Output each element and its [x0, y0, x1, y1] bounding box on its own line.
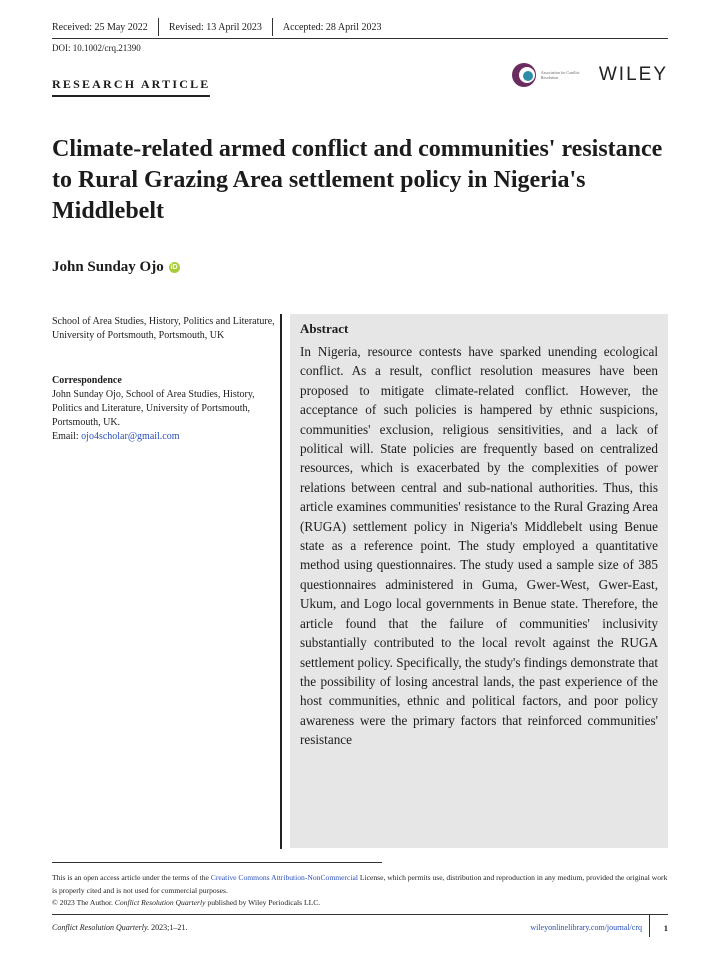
orcid-icon[interactable]: iD — [170, 264, 178, 271]
abstract-box — [290, 314, 668, 848]
email-label: Email: — [52, 431, 79, 442]
email-line — [52, 430, 277, 444]
citation-info: 2023;1–21. — [149, 923, 188, 932]
wiley-logo: WILEY — [598, 64, 668, 85]
footer-rule — [52, 914, 668, 915]
author-affiliation: School of Area Studies, History, Politics and Literature, University of Portsmouth, Portsmouth, UK — [52, 316, 275, 341]
correspondence-block — [52, 374, 277, 444]
association-logo-icon — [511, 62, 537, 88]
license-link[interactable]: Creative Commons Attribution-NonCommercial — [210, 873, 358, 882]
association-logo-text: Association for Conflict Resolution — [540, 70, 580, 80]
email-link[interactable]: ojo4scholar@gmail.com — [81, 431, 180, 442]
page-number: 1 — [663, 923, 668, 933]
footnote-rule — [52, 862, 382, 863]
abstract-heading: Abstract — [300, 321, 349, 336]
correspondence-address: John Sunday Ojo, School of Area Studies, History, Politics and Literature, University of Portsmouth, Portsmouth, UK. — [52, 389, 255, 428]
copyright-end: published by Wiley Periodicals LLC. — [205, 898, 321, 908]
date-divider — [272, 18, 273, 36]
abstract-body: In Nigeria, resource contests have sparked unending ecological conflict. As a result, conflict resolution measures have been proposed to mitigate climate-related conflict. However, the acceptance of such policies is hampered by ethnic suspicions, communities' exclusion, religious sensitivities, and a lack of political will. State policies are frequently based on centralized resources, which is exacerbated by the complexities of power relations between central and sub-national authorities. Thus, this article examines communities' resistance to the Rural Grazing Area (RUGA) settlement policy in Nigeria's Middlebelt using Benue state as a reference point. The study employed a quantitative method using questionnaires. The study used a sample size of 385 questionnaires administered in Guma, Gwer-West, Gwer-East, Ukum, and Logo local governments in Benue state. Therefore, the article found that the failure of communities' inclusivity substantially contributed to the local revolt against the RUGA settlement policy. Specifically, the study's findings demonstrate that the possibility of losing ancestral lands, the past experience of the host communities, ethnic and political factors, and poor policy awareness were the primary factors that reinforced communities' resistance — [300, 344, 658, 748]
license-text-end: License, which permits use, distribution and reproduction in any medium, provided the original work is properly cited and is not used for commercial purposes. — [52, 873, 668, 895]
article-type: RESEARCH ARTICLE — [52, 77, 210, 97]
license-note — [52, 872, 668, 910]
date-divider — [158, 18, 159, 36]
article-title: Climate-related armed conflict and communities' resistance to Rural Grazing Area settlement policy in Nigeria's Middlebelt — [52, 136, 663, 224]
article-dates — [52, 18, 381, 36]
journal-citation — [52, 923, 187, 932]
copyright-start: © 2023 The Author. — [52, 898, 115, 908]
column-divider — [280, 314, 282, 849]
correspondence-heading: Correspondence — [52, 375, 122, 386]
revised-date: Revised: 13 April 2023 — [168, 21, 262, 33]
doi: DOI: 10.1002/crq.21390 — [52, 43, 141, 53]
publisher-logos — [511, 62, 668, 88]
journal-website-link[interactable]: wileyonlinelibrary.com/journal/crq — [530, 923, 642, 932]
accepted-date: Accepted: 28 April 2023 — [282, 21, 382, 33]
copyright-journal: Conflict Resolution Quarterly — [114, 898, 206, 908]
page-number-divider — [649, 915, 650, 937]
received-date: Received: 25 May 2022 — [52, 21, 148, 33]
author-name: John Sunday Ojo — [52, 259, 164, 275]
journal-name: Conflict Resolution Quarterly. — [52, 923, 150, 932]
license-text-start: This is an open access article under the terms of the — [52, 873, 211, 882]
author — [52, 259, 180, 276]
header-rule — [52, 38, 668, 39]
